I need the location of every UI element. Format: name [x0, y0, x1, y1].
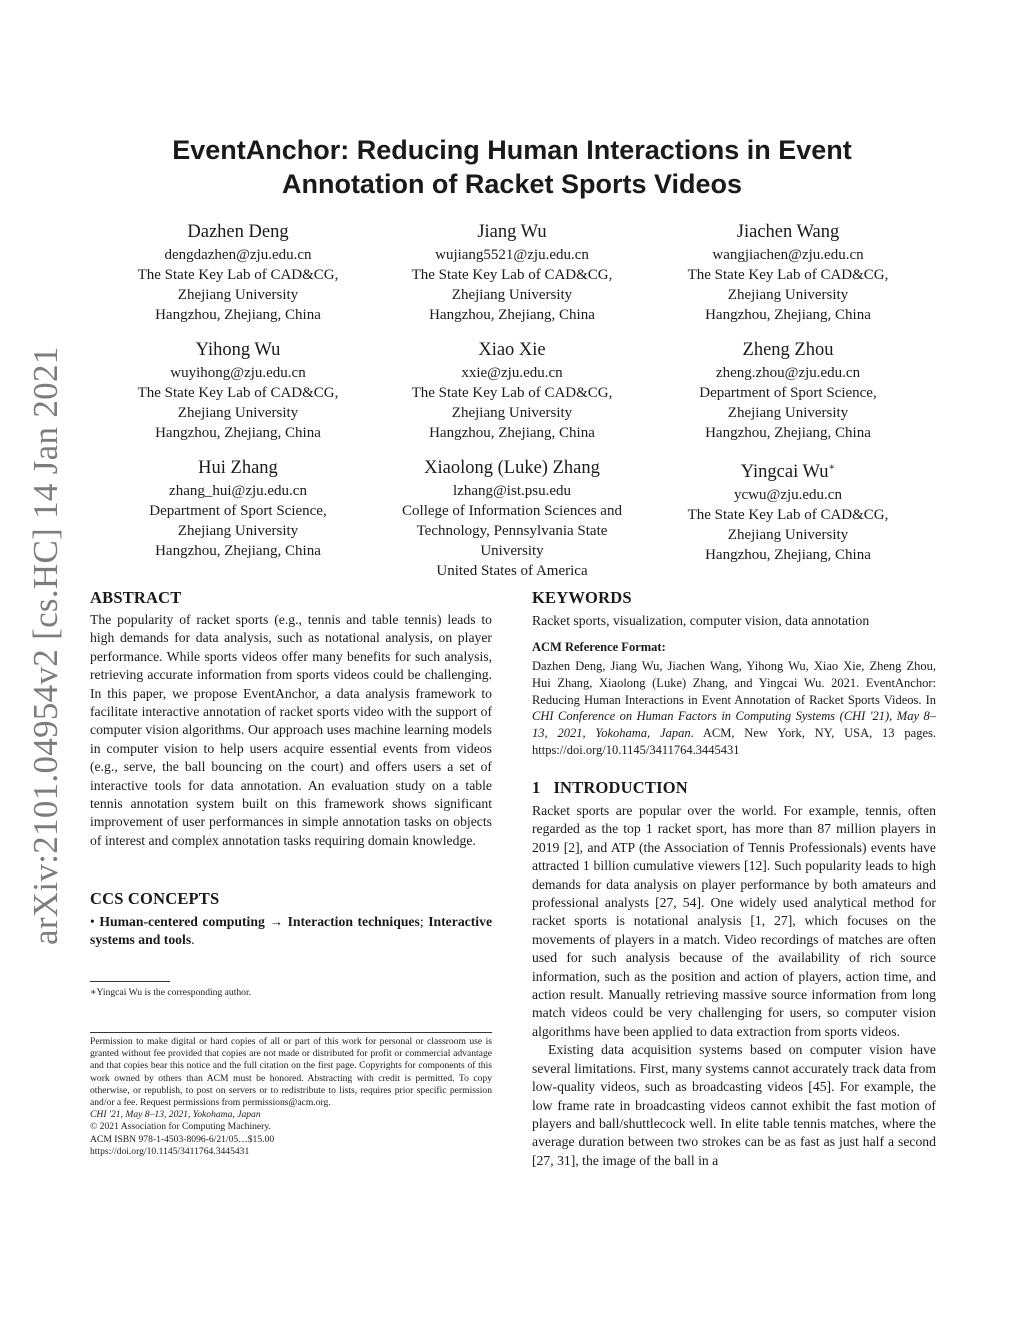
author-affiliation: Zhejiang University: [727, 405, 849, 421]
copyright: © 2021 Association for Computing Machinery.: [90, 1121, 271, 1133]
author-location: Hangzhou, Zhejiang, China: [429, 425, 595, 441]
author-location: Hangzhou, Zhejiang, China: [155, 307, 321, 323]
ccs-separator: ;: [419, 914, 424, 929]
author-block: [638, 338, 938, 443]
abstract-body: [90, 611, 492, 850]
ccs-period: .: [191, 932, 195, 948]
ccs-text: [90, 913, 492, 950]
ccs-arrow: →: [269, 914, 284, 929]
author-name: Jiang Wu: [477, 222, 547, 242]
author-block: [638, 220, 938, 325]
footnote: ∗Yingcai Wu is the corresponding author.: [90, 987, 252, 998]
intro-title: INTRODUCTION: [553, 778, 688, 797]
intro-paragraph: Racket sports are popular over the world. For example, tennis, often regarded as the top 1 racket sport, has more than 87 million players in 2019 [2], and ATP (the Association of Tennis Professionals) events have attracted 1 billion cumulative viewers [12]. Such popularity leads to high demands for data analysis on player performance by both amateurs and professional analysts [27, 54]. One widely used analytical method for racket sports is notational analysis [1, 27], which focuses on the movements of players in a match. Video recordings of matches are often used for such analysis because of the availability of rich source information, such as the position and action of players, action time, and action result. Manually retrieving massive source information from long match videos could be very challenging for users, so computer vision algorithms have been applied to data extraction from sports videos.: [532, 803, 936, 1039]
author-email: ycwu@zju.edu.cn: [734, 487, 842, 504]
author-affiliation: Zhejiang University: [451, 287, 573, 303]
author-affiliation: The State Key Lab of CAD&CG,: [687, 507, 889, 524]
author-affiliation: The State Key Lab of CAD&CG,: [687, 267, 889, 283]
author-affiliation: Zhejiang University: [727, 287, 849, 303]
acm-reference-venue: CHI Conference on Human Factors in Computing Systems (CHI '21), May 8–13, 2021, Yokohama, Japan: [532, 709, 936, 741]
author-name: Xiao Xie: [478, 340, 546, 360]
author-affiliation: Zhejiang University: [451, 405, 573, 421]
author-name: Zheng Zhou: [742, 340, 834, 360]
corresponding-mark: ∗: [828, 462, 836, 473]
author-name: Xiaolong (Luke) Zhang: [424, 458, 600, 478]
author-email: dengdazhen@zju.edu.cn: [164, 247, 312, 263]
doi-link[interactable]: https://doi.org/10.1145/3411764.3445431: [90, 1145, 250, 1157]
author-name: Dazhen Deng: [187, 222, 289, 242]
keywords-text: Racket sports, visualization, computer vision, data annotation: [532, 613, 870, 628]
author-email: xxie@zju.edu.cn: [461, 365, 563, 381]
author-affiliation: Zhejiang University: [177, 287, 299, 303]
footnote-rule: [90, 981, 170, 982]
author-affiliation: The State Key Lab of CAD&CG,: [137, 267, 339, 283]
ccs-heading: CCS CONCEPTS: [90, 889, 220, 908]
author-location: Hangzhou, Zhejiang, China: [429, 307, 595, 323]
arxiv-stamp: arXiv:2101.04954v2 [cs.HC] 14 Jan 2021: [26, 346, 65, 945]
title-line-1: EventAnchor: Reducing Human Interactions in Event: [172, 135, 852, 165]
author-affiliation: Technology, Pennsylvania State: [416, 523, 608, 539]
author-block: [362, 456, 662, 581]
abstract-text: The popularity of racket sports (e.g., tennis and table tennis) leads to high demands for data analysis, such as notational analysis, on player performance. While sports videos offer many benefits for such analysis, retrieving accurate information from sports videos could be challenging. In this paper, we propose EventAnchor, a data analysis framework to facilitate interactive annotation of racket sports video with the support of computer vision algorithms. Our approach uses machine learning models in computer vision to help users acquire essential events from videos (e.g., serve, the ball bouncing on the court) and offers users a set of interactive tools for data annotation. An evaluation study on a table tennis annotation system built on this framework shows significant improvement of user performances in simple annotation tasks on objects of interest and complex annotation tasks requiring domain knowledge.: [90, 612, 492, 848]
author-block: [88, 338, 388, 443]
paper-title: [90, 133, 934, 201]
author-location: Hangzhou, Zhejiang, China: [705, 425, 871, 441]
author-block: [88, 456, 388, 561]
author-email: wujiang5521@zju.edu.cn: [435, 247, 589, 263]
author-affiliation: The State Key Lab of CAD&CG,: [411, 267, 613, 283]
author-email: wangjiachen@zju.edu.cn: [712, 247, 864, 263]
author-name-with-mark: [638, 456, 938, 484]
author-block: [638, 456, 938, 565]
author-name: Yihong Wu: [195, 340, 281, 360]
author-affiliation: Zhejiang University: [177, 523, 299, 539]
author-location: Hangzhou, Zhejiang, China: [155, 543, 321, 559]
ccs-term: Human-centered computing: [99, 914, 265, 929]
acm-reference-body: [532, 658, 936, 759]
author-affiliation: The State Key Lab of CAD&CG,: [137, 385, 339, 401]
acm-reference-text: Dazhen Deng, Jiang Wu, Jiachen Wang, Yihong Wu, Xiao Xie, Zheng Zhou, Hui Zhang, Xiaolong (Luke) Zhang, and Yingcai Wu. 2021. EventAnchor: Reducing Human Interactions in Event Annotation of Racket Sports Videos. In: [532, 659, 936, 707]
conference-info: CHI '21, May 8–13, 2021, Yokohama, Japan: [90, 1109, 261, 1121]
keywords-heading: KEYWORDS: [532, 588, 632, 607]
author-email: zheng.zhou@zju.edu.cn: [715, 365, 861, 381]
author-location: Hangzhou, Zhejiang, China: [705, 307, 871, 323]
author-email: lzhang@ist.psu.edu: [453, 483, 571, 499]
acm-reference-text: . ACM, New York, NY, USA, 13 pages. https://doi.org/10.1145/3411764.3445431: [532, 726, 936, 757]
acm-reference: [532, 640, 936, 759]
intro-body: [532, 802, 936, 1170]
intro-paragraph: Existing data acquisition systems based on computer vision have several limitations. First, many systems cannot accurately track data from low-quality videos, such as broadcasting videos [45]. For example, the low frame rate in broadcasting videos cannot exhibit the fast motion of players and ball/shuttlecock well. In elite table tennis matches, where the average duration between two strokes can be as fast as just half a second [27, 31], the image of the ball in a: [532, 1042, 936, 1168]
author-location: United States of America: [436, 563, 588, 579]
author-name: Hui Zhang: [198, 458, 278, 478]
acm-reference-label: ACM Reference Format:: [532, 640, 666, 654]
title-line-2: Annotation of Racket Sports Videos: [281, 169, 743, 199]
ccs-term: Interaction techniques: [287, 914, 420, 929]
author-block: [362, 338, 662, 443]
author-affiliation: The State Key Lab of CAD&CG,: [411, 385, 613, 401]
intro-number: 1: [532, 778, 541, 797]
author-location: Hangzhou, Zhejiang, China: [705, 547, 871, 564]
author-affiliation: Zhejiang University: [177, 405, 299, 421]
intro-heading: [532, 778, 688, 798]
permission-rule: [90, 1032, 492, 1033]
keywords-body: [532, 612, 936, 630]
author-block: [362, 220, 662, 325]
author-affiliation: Department of Sport Science,: [699, 385, 877, 401]
author-affiliation: University: [480, 543, 544, 559]
ccs-body: [90, 913, 492, 950]
author-affiliation: Department of Sport Science,: [149, 503, 327, 519]
ccs-bullet: •: [90, 914, 95, 929]
abstract-heading: ABSTRACT: [90, 588, 182, 607]
author-email: wuyihong@zju.edu.cn: [170, 365, 306, 381]
permission-text: Permission to make digital or hard copies of all or part of this work for personal or classroom use is granted without fee provided that copies are not made or distributed for profit or commercial advantage and that copies bear this notice and the full citation on the first page. Copyrights for components of this work owned by others than ACM must be honored. Abstracting with credit is permitted. To copy otherwise, or republish, to post on servers or to redistribute to lists, requires prior specific permission and/or a fee. Request permissions from permissions@acm.org.: [90, 1036, 492, 1109]
author-email: zhang_hui@zju.edu.cn: [169, 483, 307, 499]
author-affiliation: Zhejiang University: [727, 527, 849, 544]
author-location: Hangzhou, Zhejiang, China: [155, 425, 321, 441]
isbn: ACM ISBN 978-1-4503-8096-6/21/05…$15.00: [90, 1133, 275, 1145]
ccs-term: Interactive systems and tools: [90, 914, 493, 948]
author-name: Yingcai Wu: [740, 462, 829, 483]
author-name: Jiachen Wang: [736, 222, 840, 242]
author-affiliation: College of Information Sciences and: [402, 503, 622, 519]
permission-block: [90, 1036, 492, 1158]
author-block: [88, 220, 388, 325]
